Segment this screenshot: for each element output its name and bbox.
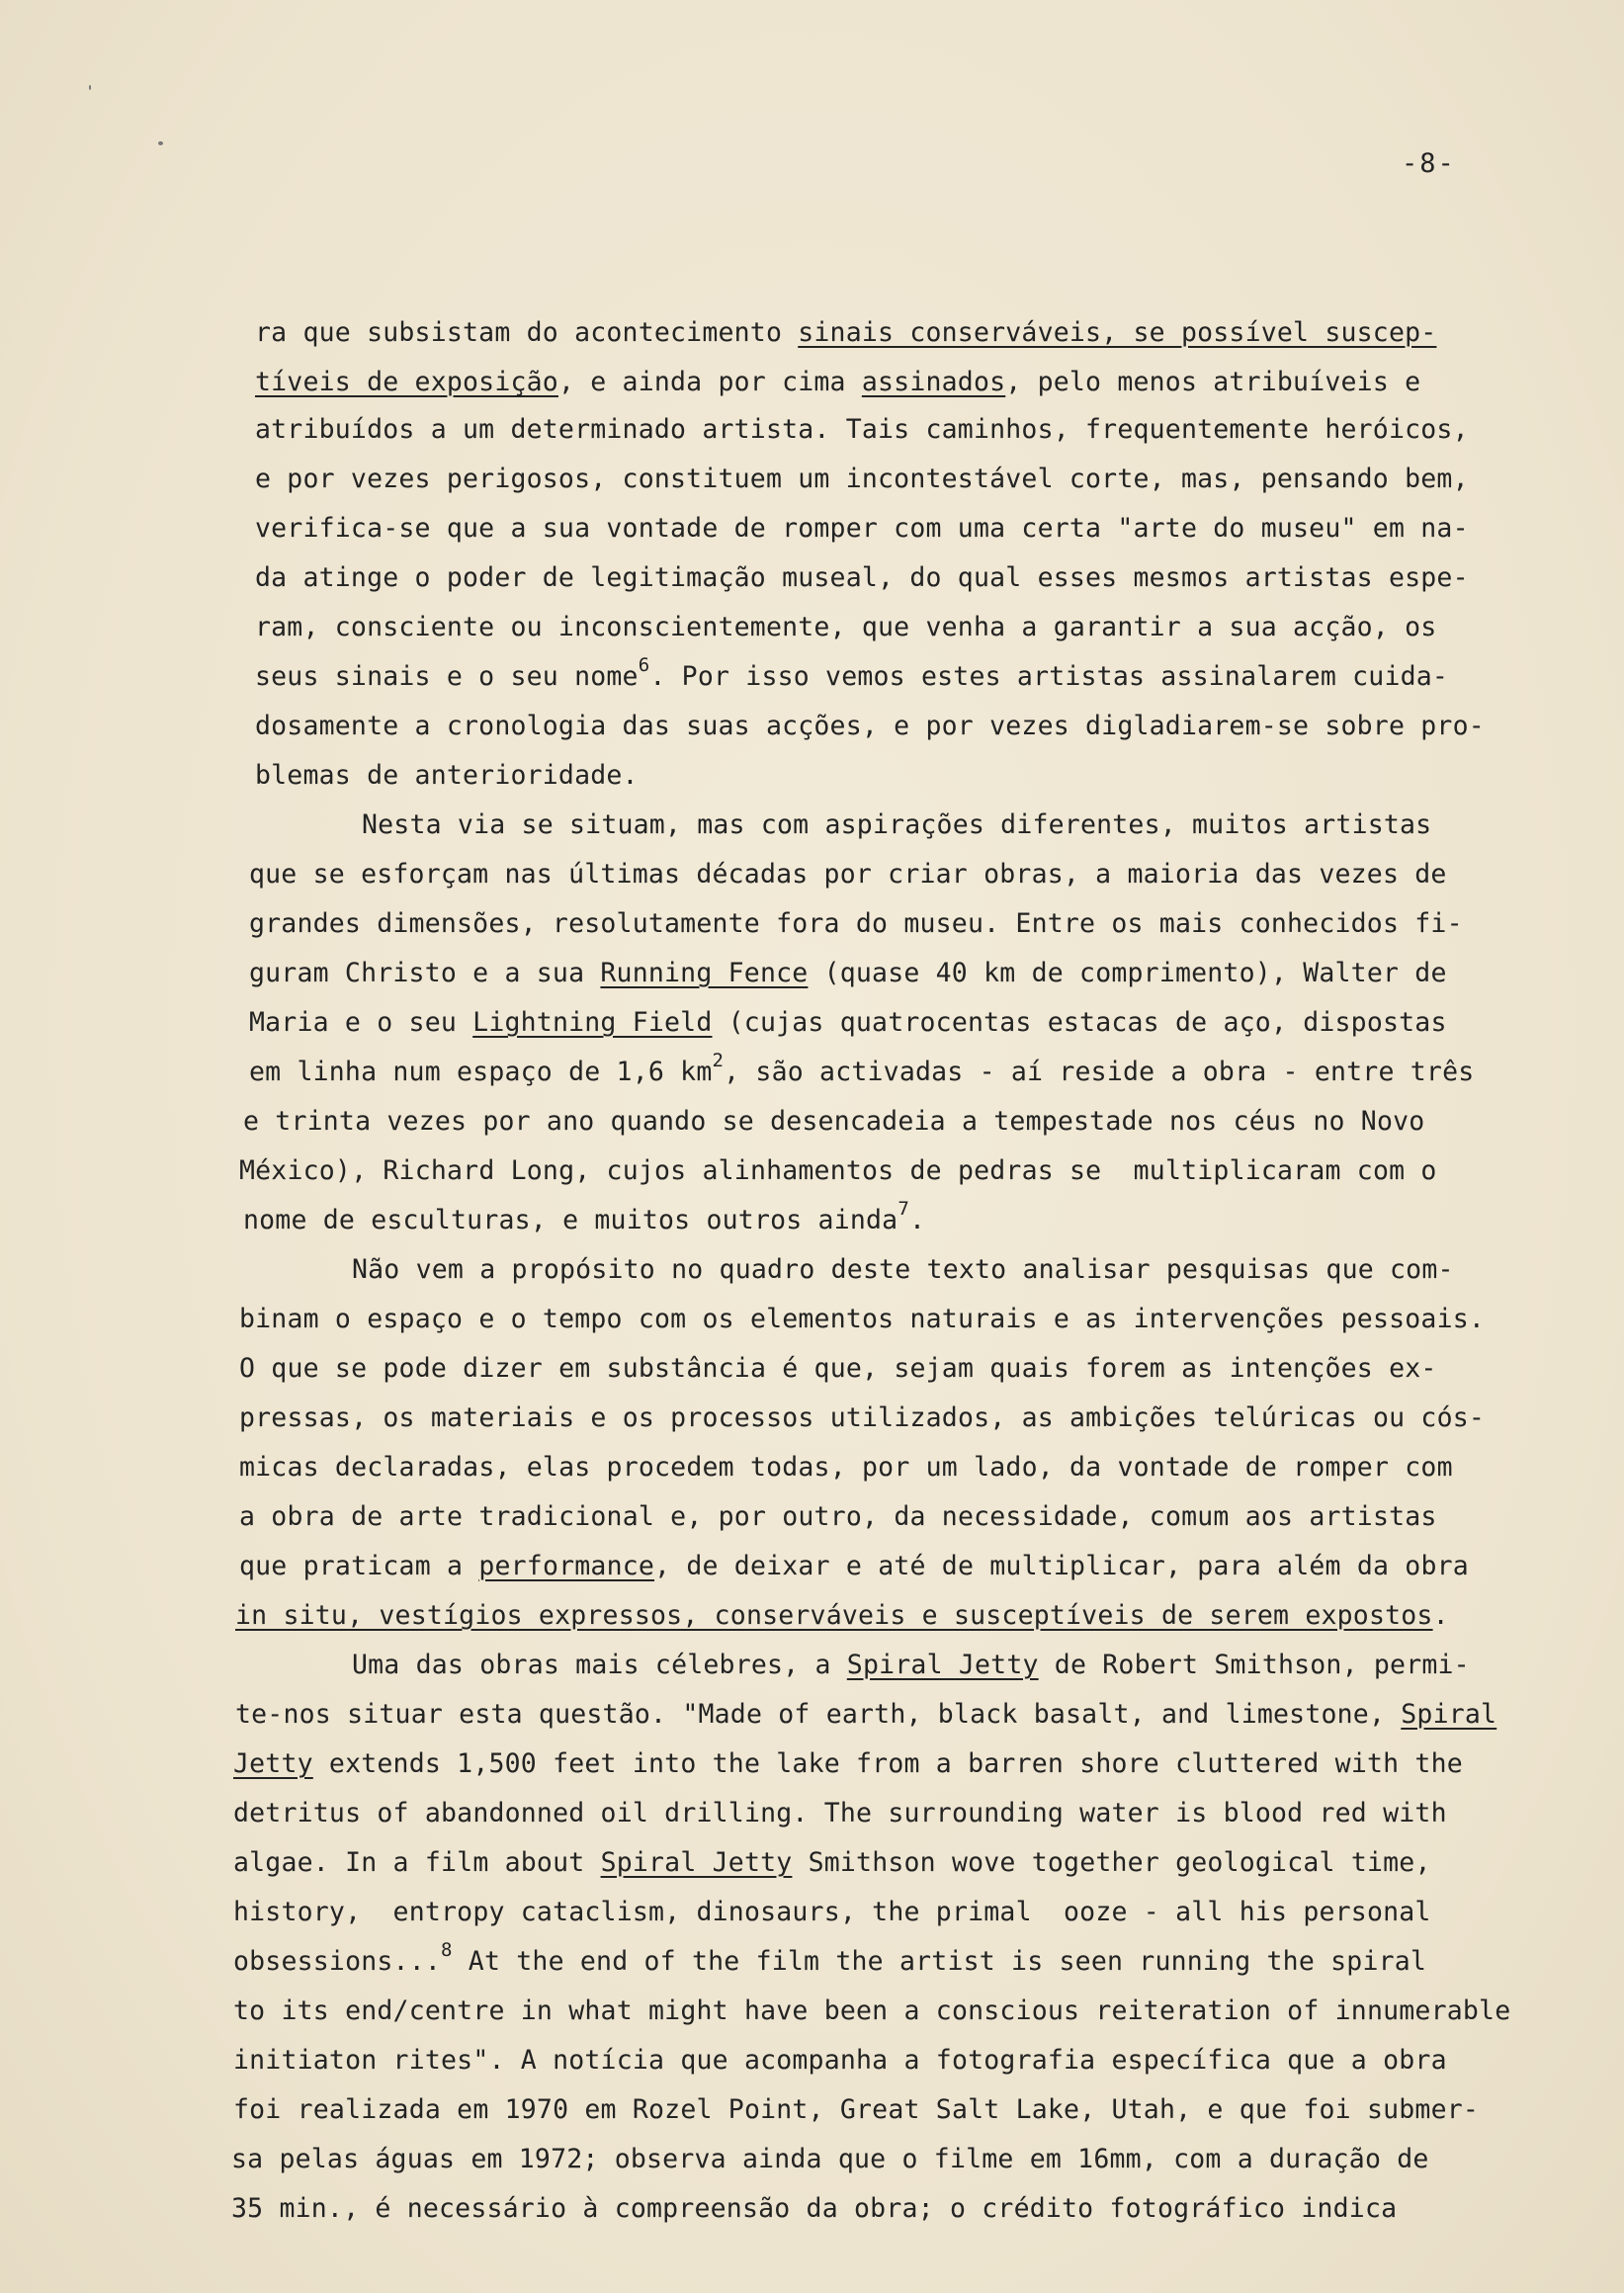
text-run: que se esforçam nas últimas décadas por criar obras, a maioria das vezes de	[249, 859, 1447, 890]
text-line	[235, 1600, 1449, 1631]
text-run: .	[1432, 1600, 1449, 1631]
text-line	[239, 1402, 1486, 1433]
text-line	[255, 464, 1469, 494]
underlined-title: Running Fence	[600, 958, 809, 988]
text-run: (quase 40 km de comprimento), Walter de	[808, 958, 1447, 988]
text-run: micas declaradas, elas procedem todas, por um lado, da vontade de romper com	[239, 1452, 1453, 1483]
text-line	[231, 2144, 1429, 2174]
text-run: extends 1,500 feet into the lake from a barren shore cluttered with the	[312, 1748, 1463, 1779]
text-run: Smithson wove together geological time,	[792, 1847, 1431, 1878]
text-run: O que se pode dizer em substância é que, sejam quais forem as intenções ex-	[239, 1353, 1437, 1384]
text-run: foi realizada em 1970 em Rozel Point, Great Salt Lake, Utah, e que foi submer-	[233, 2094, 1480, 2125]
text-run: blemas de anterioridade.	[255, 760, 639, 791]
footnote-marker: 8	[441, 1939, 453, 1961]
text-run: guram Christo e a sua	[249, 958, 601, 988]
text-line	[233, 1748, 1463, 1779]
text-line	[249, 1007, 1447, 1038]
text-line	[233, 1847, 1431, 1878]
text-run: , são activadas - aí reside a obra - entre três	[724, 1057, 1475, 1087]
underlined-title: performance	[478, 1551, 655, 1581]
text-line	[255, 612, 1437, 642]
underlined-title: Jetty	[233, 1748, 313, 1779]
text-line	[239, 1551, 1469, 1581]
text-run: nome de esculturas, e muitos outros ainda	[243, 1205, 898, 1235]
text-run: pressas, os materiais e os processos utilizados, as ambições telúricas ou cós-	[239, 1402, 1486, 1433]
text-run: initiaton rites". A notícia que acompanha a fotografia específica que a obra	[233, 2045, 1447, 2076]
text-line	[255, 317, 1437, 348]
text-line	[255, 513, 1469, 544]
text-line	[233, 1897, 1431, 1927]
text-run: 35 min., é necessário à compreensão da obra; o crédito fotográfico indica	[231, 2193, 1398, 2224]
text-line	[233, 1998, 1510, 2025]
text-run: a obra de arte tradicional e, por outro, da necessidade, comum aos artistas	[239, 1501, 1437, 1532]
text-line	[352, 1650, 1470, 1680]
text-run: verifica-se que a sua vontade de romper com uma certa "arte do museu" em na-	[255, 513, 1469, 544]
text-line	[243, 1106, 1425, 1137]
footnote-marker: 6	[638, 654, 650, 676]
footnote-marker: 7	[897, 1198, 909, 1220]
text-line	[255, 760, 639, 791]
text-run: (cujas quatrocentas estacas de aço, dispostas	[712, 1007, 1447, 1038]
text-run: ra que subsistam do acontecimento	[255, 317, 799, 348]
text-line	[239, 1155, 1437, 1186]
text-line	[249, 859, 1447, 890]
text-line	[233, 2094, 1480, 2125]
text-run: atribuídos a um determinado artista. Tais caminhos, frequentemente heróicos,	[255, 414, 1469, 445]
text-run: sa pelas águas em 1972; observa ainda que o filme em 16mm, com a duração de	[231, 2144, 1429, 2174]
text-run: history, entropy cataclism, dinosaurs, the primal ooze - all his personal	[233, 1897, 1431, 1927]
text-line	[233, 1798, 1447, 1828]
text-run: At the end of the film the artist is seen running the spiral	[452, 1946, 1427, 1977]
text-line	[233, 1939, 1427, 1977]
footnote-marker: 2	[712, 1050, 725, 1071]
text-run: .	[908, 1205, 926, 1235]
text-run: , pelo menos atribuíveis e	[1005, 367, 1421, 397]
text-run: Uma das obras mais célebres, a	[352, 1650, 847, 1680]
text-run: to its end/centre in what might have been a conscious reiteration of innumerable	[233, 1996, 1511, 2026]
text-run: detritus of abandonned oil drilling. The surrounding water is blood red with	[233, 1798, 1447, 1828]
text-run: algae. In a film about	[233, 1847, 601, 1878]
text-line	[239, 1452, 1453, 1483]
text-line	[239, 1304, 1486, 1334]
text-run: em linha num espaço de 1,6 km	[249, 1057, 713, 1087]
text-run: Maria e o seu	[249, 1007, 473, 1038]
underlined-title: in situ, vestígios expressos, conserváveis e susceptíveis de serem expostos	[235, 1600, 1433, 1631]
text-run: Não vem a propósito no quadro deste texto analisar pesquisas que com-	[352, 1254, 1454, 1285]
text-line	[255, 562, 1469, 593]
text-line	[352, 1254, 1454, 1285]
underlined-title: sinais conserváveis, se possível suscep-	[798, 317, 1437, 348]
text-line	[255, 414, 1469, 445]
text-line	[255, 654, 1449, 692]
underlined-title: Spiral Jetty	[846, 1650, 1039, 1680]
text-run: México), Richard Long, cujos alinhamentos de pedras se multiplicaram com o	[239, 1155, 1437, 1186]
text-line	[255, 711, 1485, 741]
text-run: e por vezes perigosos, constituem um incontestável corte, mas, pensando bem,	[255, 464, 1469, 494]
text-run: , de deixar e até de multiplicar, para além da obra	[654, 1551, 1469, 1581]
text-run: binam o espaço e o tempo com os elementos naturais e as intervenções pessoais.	[239, 1304, 1486, 1334]
page-number: -8-	[1402, 148, 1456, 179]
text-run: que praticam a	[239, 1551, 479, 1581]
text-line	[239, 1501, 1437, 1532]
text-line	[362, 809, 1432, 840]
text-line	[249, 958, 1447, 988]
text-line	[231, 2193, 1398, 2224]
text-line	[243, 1198, 926, 1235]
text-line	[249, 908, 1463, 939]
text-run: obsessions...	[233, 1946, 442, 1977]
underlined-title: tíveis de exposição	[255, 367, 558, 397]
text-run: , e ainda por cima	[557, 367, 862, 397]
text-run: te-nos situar esta questão. "Made of earth, black basalt, and limestone,	[235, 1699, 1402, 1730]
underlined-title: Spiral Jetty	[600, 1847, 793, 1878]
text-run: de Robert Smithson, permi-	[1038, 1650, 1470, 1680]
text-line	[239, 1353, 1437, 1384]
text-run: da atinge o poder de legitimação museal, do qual esses mesmos artistas espe-	[255, 562, 1469, 593]
text-run: dosamente a cronologia das suas acções, e por vezes digladiarem-se sobre pro-	[255, 711, 1485, 741]
underlined-title: Lightning Field	[472, 1007, 713, 1038]
text-line	[255, 367, 1421, 397]
underlined-title: Spiral	[1401, 1699, 1497, 1730]
text-line	[235, 1699, 1497, 1730]
text-run: seus sinais e o seu nome	[255, 661, 639, 692]
text-run: Nesta via se situam, mas com aspirações diferentes, muitos artistas	[362, 809, 1432, 840]
text-run: ram, consciente ou inconscientemente, que venha a garantir a sua acção, os	[255, 612, 1437, 642]
text-run: e trinta vezes por ano quando se desencadeia a tempestade nos céus no Novo	[243, 1106, 1425, 1137]
underlined-title: assinados	[861, 367, 1006, 397]
text-run: . Por isso vemos estes artistas assinalarem cuida-	[649, 661, 1449, 692]
text-line	[249, 1050, 1475, 1087]
text-run: grandes dimensões, resolutamente fora do museu. Entre os mais conhecidos fi-	[249, 908, 1463, 939]
text-line	[233, 2045, 1447, 2076]
